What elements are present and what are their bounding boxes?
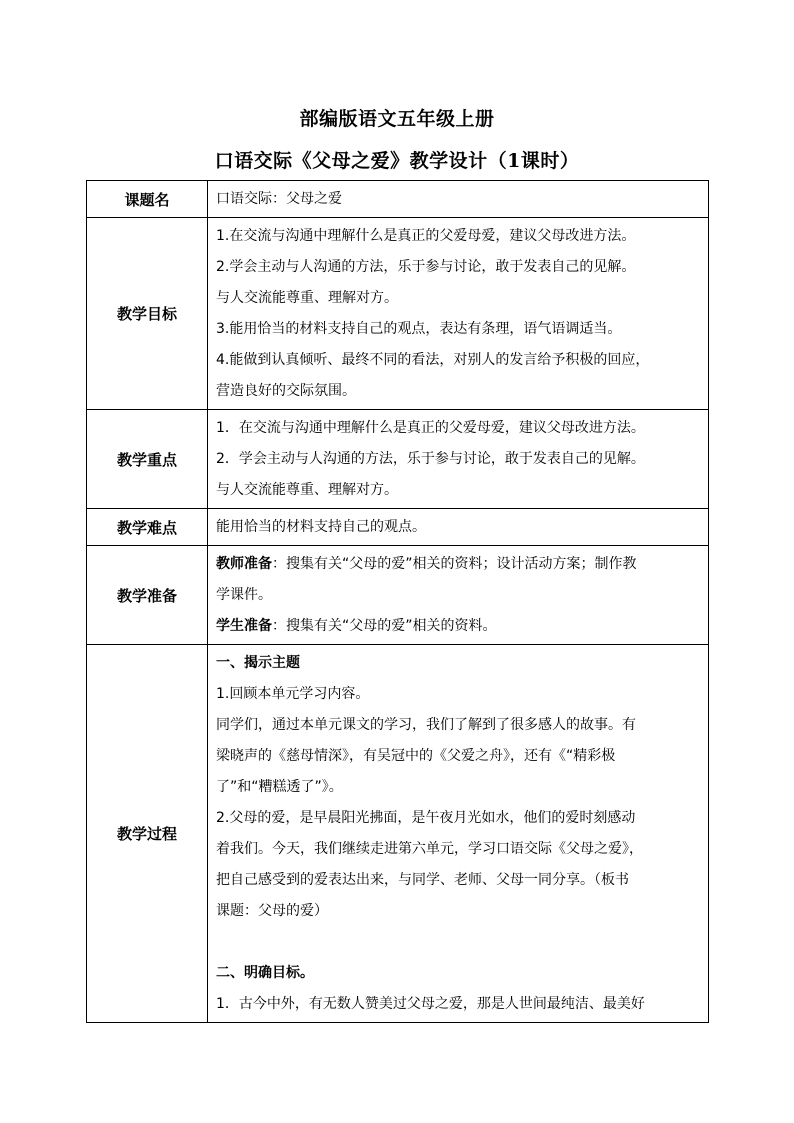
- value-topic: 口语交际：父母之爱: [208, 181, 709, 218]
- teacher-prep-text-cont: 学课件。: [216, 587, 272, 603]
- lesson-plan-table: [86, 180, 709, 1023]
- row-goals: [87, 218, 709, 410]
- value-preparation: [208, 546, 709, 645]
- key-point-line: 2．学会主动与人沟通的方法，乐于参与讨论，敢于发表自己的见解。: [216, 451, 645, 467]
- process-line: 1.回顾本单元学习内容。: [216, 686, 370, 702]
- label-key-points: 教学重点: [87, 410, 208, 509]
- student-prep-text: ：搜集有关“父母的爱”相关的资料。: [272, 618, 497, 634]
- process-line: 课题：父母的爱）: [216, 903, 328, 919]
- process-section-heading: 一、揭示主题: [216, 655, 300, 671]
- label-process: 教学过程: [87, 645, 208, 1023]
- key-point-line: 与人交流能尊重、理解对方。: [216, 482, 398, 498]
- blank-line: [216, 927, 701, 958]
- goal-line: 3.能用恰当的材料支持自己的观点，表达有条理，语气语调适当。: [216, 321, 622, 337]
- student-prep-label: 学生准备: [216, 618, 272, 634]
- value-key-points: [208, 410, 709, 509]
- process-line: 1．古今中外，有无数人赞美过父母之爱，那是人世间最纯洁、最美好: [216, 996, 645, 1012]
- teacher-prep-label: 教师准备: [216, 556, 272, 572]
- document-subtitle: 口语交际《父母之爱》教学设计（1课时）: [214, 150, 580, 172]
- student-prep-line: [216, 611, 701, 642]
- value-difficulty: 能用恰当的材料支持自己的观点。: [208, 509, 709, 546]
- process-line: 同学们，通过本单元课文的学习，我们了解到了很多感人的故事。有: [216, 717, 636, 733]
- process-section-heading: 二、明确目标。: [216, 965, 314, 981]
- key-point-line: 1．在交流与沟通中理解什么是真正的父爱母爱，建议父母改进方法。: [216, 420, 645, 436]
- teacher-prep-line: [216, 549, 701, 580]
- row-process: [87, 645, 709, 1023]
- value-process: [208, 645, 709, 1023]
- teacher-prep-text: ：搜集有关“父母的爱”相关的资料；设计活动方案；制作教: [272, 556, 637, 572]
- row-topic: [87, 181, 709, 218]
- process-line: 2.父母的爱，是早晨阳光拂面，是午夜月光如水，他们的爱时刻感动: [216, 810, 636, 826]
- process-line: 把自己感受到的爱表达出来，与同学、老师、父母一同分享。（板书: [216, 872, 629, 888]
- goal-line: 1.在交流与沟通中理解什么是真正的父爱母爱，建议父母改进方法。: [216, 228, 636, 244]
- process-line: 了”和“糟糕透了”》。: [216, 779, 343, 795]
- label-goals: 教学目标: [87, 218, 208, 410]
- label-preparation: 教学准备: [87, 546, 208, 645]
- process-line: 着我们。今天，我们继续走进第六单元，学习口语交际《父母之爱》，: [216, 841, 643, 857]
- goal-line: 营造良好的交际氛围。: [216, 383, 356, 399]
- goal-line: 4.能做到认真倾听、最终不同的看法，对别人的发言给予积极的回应，: [216, 352, 650, 368]
- row-preparation: [87, 546, 709, 645]
- goal-line: 2.学会主动与人沟通的方法，乐于参与讨论，敢于发表自己的见解。: [216, 259, 636, 275]
- process-line: 梁晓声的《慈母情深》，有吴冠中的《父爱之舟》，还有《“精彩极: [216, 748, 616, 764]
- label-topic: 课题名: [87, 181, 208, 218]
- goal-line: 与人交流能尊重、理解对方。: [216, 290, 398, 306]
- document-title: 部编版语文五年级上册: [299, 108, 495, 130]
- value-goals: [208, 218, 709, 410]
- label-difficulty: 教学难点: [87, 509, 208, 546]
- row-key-points: [87, 410, 709, 509]
- row-difficulty: [87, 509, 709, 546]
